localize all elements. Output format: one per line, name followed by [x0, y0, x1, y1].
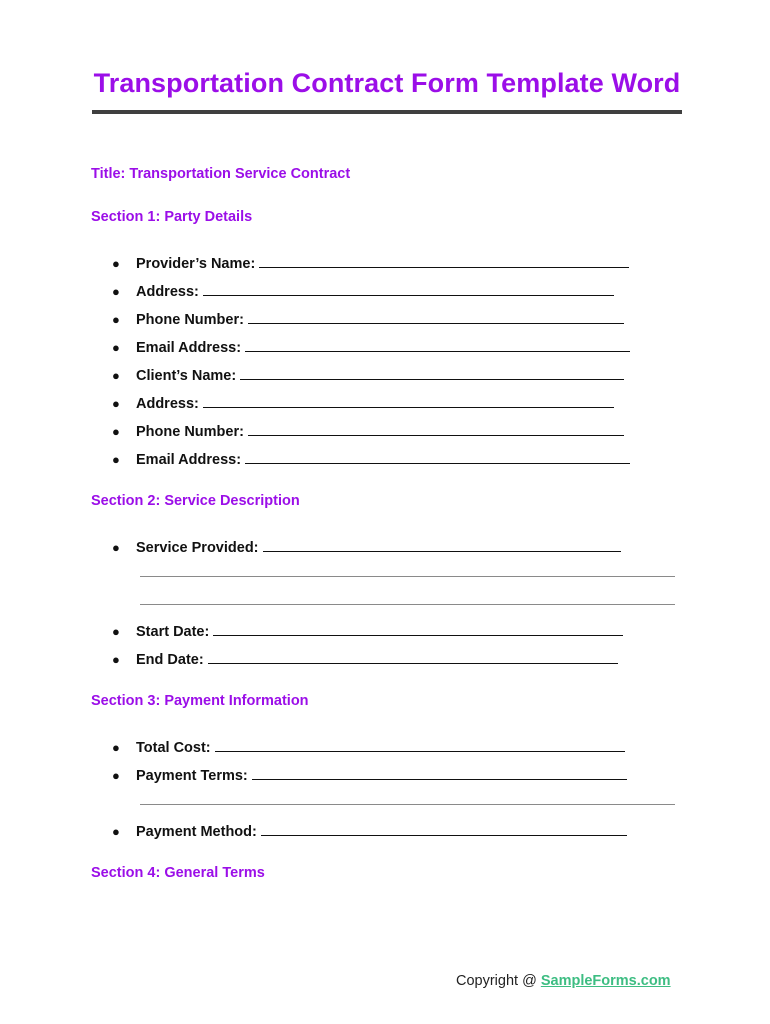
field-label: Email Address:: [136, 452, 242, 468]
field-provider-address[interactable]: [112, 281, 614, 300]
fill-line[interactable]: [248, 309, 624, 324]
field-payment-terms[interactable]: [112, 765, 627, 784]
fill-line[interactable]: [245, 337, 630, 352]
copyright: [456, 973, 671, 989]
bullet-icon: ●: [112, 824, 120, 839]
field-provider-phone[interactable]: [112, 309, 624, 328]
fill-line[interactable]: [252, 765, 627, 780]
section-2-heading: Section 2: Service Description: [91, 493, 300, 509]
field-label: Phone Number:: [136, 312, 244, 328]
field-label: Address:: [136, 396, 199, 412]
bullet-icon: ●: [112, 312, 120, 327]
field-label: Total Cost:: [136, 740, 211, 756]
bullet-icon: ●: [112, 652, 120, 667]
field-provider-name[interactable]: [112, 253, 629, 272]
title-rule: [92, 110, 682, 114]
service-extra-line-1[interactable]: [140, 576, 675, 577]
field-label: Start Date:: [136, 624, 210, 640]
field-payment-method[interactable]: [112, 821, 627, 840]
fill-line[interactable]: [259, 253, 629, 268]
field-start-date[interactable]: [112, 621, 623, 640]
bullet-icon: ●: [112, 740, 120, 755]
field-label: Payment Terms:: [136, 768, 248, 784]
fill-line[interactable]: [203, 281, 614, 296]
fill-line[interactable]: [245, 449, 630, 464]
brand-link[interactable]: SampleForms.com: [540, 973, 671, 989]
field-service-provided[interactable]: [112, 537, 621, 556]
payment-extra-line[interactable]: [140, 804, 675, 805]
bullet-icon: ●: [112, 284, 120, 299]
bullet-icon: ●: [112, 624, 120, 639]
fill-line[interactable]: [215, 737, 625, 752]
field-label: Provider’s Name:: [136, 256, 256, 272]
field-client-email[interactable]: [112, 449, 630, 468]
fill-line[interactable]: [213, 621, 623, 636]
section-4-heading: Section 4: General Terms: [91, 865, 265, 881]
field-client-name[interactable]: [112, 365, 624, 384]
bullet-icon: ●: [112, 256, 120, 271]
copyright-prefix: Copyright @: [456, 973, 541, 989]
field-label: Phone Number:: [136, 424, 244, 440]
field-label: Service Provided:: [136, 540, 259, 556]
fill-line[interactable]: [203, 393, 614, 408]
page-title: Transportation Contract Form Template Word: [93, 68, 681, 98]
fill-line[interactable]: [208, 649, 618, 664]
fill-line[interactable]: [261, 821, 627, 836]
field-label: Email Address:: [136, 340, 242, 356]
fill-line[interactable]: [248, 421, 624, 436]
bullet-icon: ●: [112, 452, 120, 467]
bullet-icon: ●: [112, 396, 120, 411]
field-label: Payment Method:: [136, 824, 257, 840]
contract-title: Title: Transportation Service Contract: [91, 166, 351, 182]
field-client-address[interactable]: [112, 393, 614, 412]
fill-line[interactable]: [240, 365, 624, 380]
bullet-icon: ●: [112, 540, 120, 555]
service-extra-line-2[interactable]: [140, 604, 675, 605]
field-label: Client’s Name:: [136, 368, 237, 384]
section-1-heading: Section 1: Party Details: [91, 209, 253, 225]
field-provider-email[interactable]: [112, 337, 630, 356]
section-3-heading: Section 3: Payment Information: [91, 693, 309, 709]
field-end-date[interactable]: [112, 649, 618, 668]
bullet-icon: ●: [112, 340, 120, 355]
bullet-icon: ●: [112, 424, 120, 439]
bullet-icon: ●: [112, 368, 120, 383]
bullet-icon: ●: [112, 768, 120, 783]
field-client-phone[interactable]: [112, 421, 624, 440]
field-label: Address:: [136, 284, 199, 300]
field-total-cost[interactable]: [112, 737, 625, 756]
field-label: End Date:: [136, 652, 204, 668]
fill-line[interactable]: [263, 537, 621, 552]
